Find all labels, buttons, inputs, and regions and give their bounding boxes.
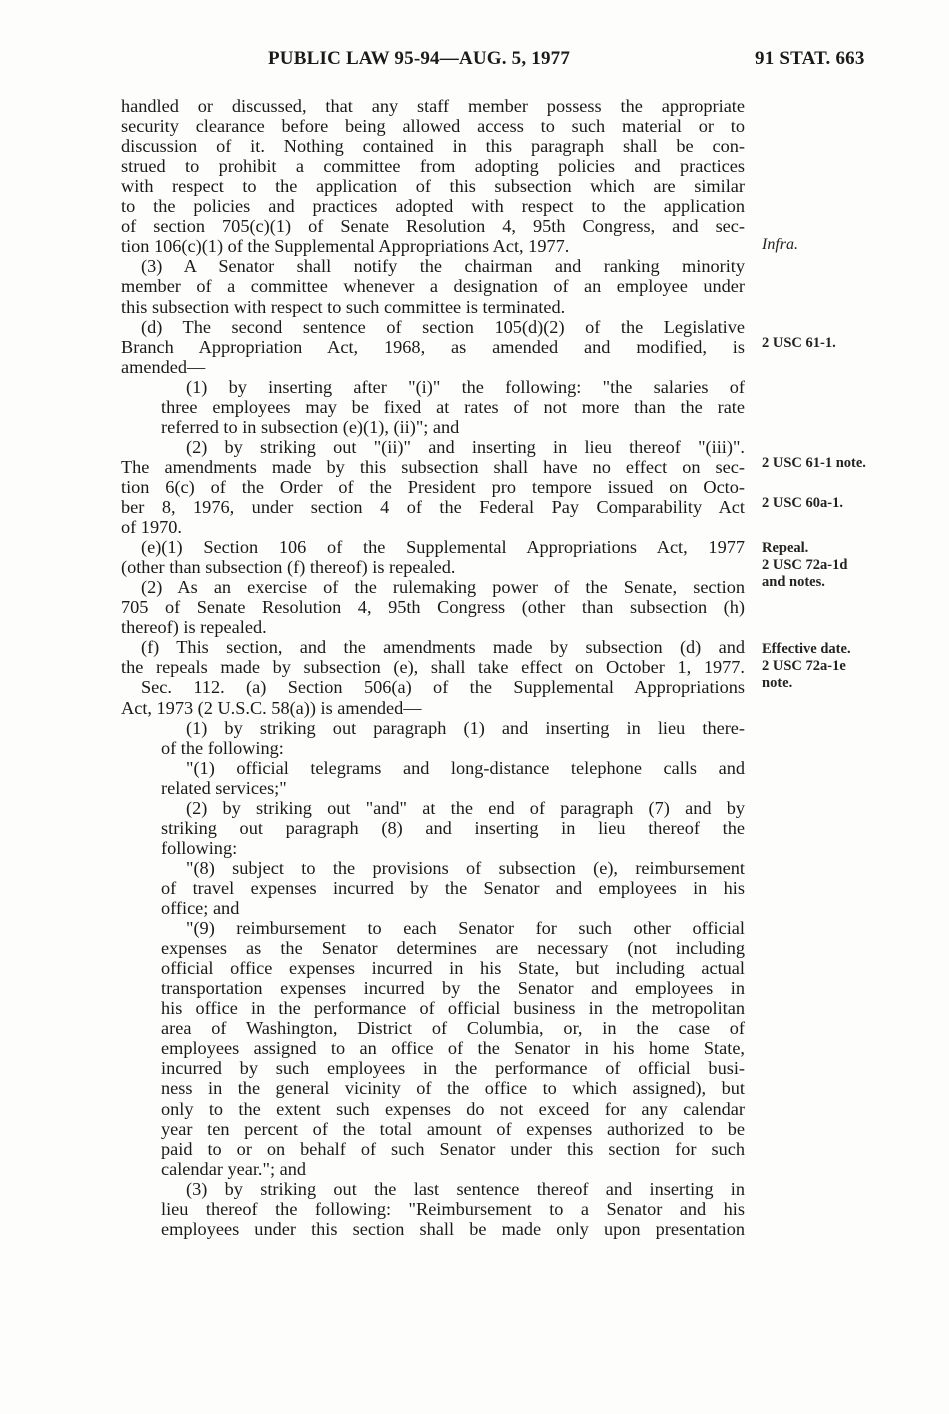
- body-line: tion 6(c) of the Order of the President pro tempore issued on Octo-: [121, 476, 745, 497]
- margin-note-repeal: [762, 540, 847, 591]
- body-line: (d) The second sentence of section 105(d)(2) of the Legislative: [141, 316, 745, 337]
- body-line: (1) by inserting after "(i)" the following: "the salaries of: [186, 376, 745, 397]
- body-line: referred to in subsection (e)(1), (ii)"; and: [161, 416, 460, 437]
- body-line: of section 705(c)(1) of Senate Resolution 4, 95th Congress, and sec-: [121, 216, 745, 237]
- body-line: official office expenses incurred in his State, but including actual: [161, 958, 745, 979]
- body-line: The amendments made by this subsection shall have no effect on sec-: [121, 456, 745, 477]
- body-line: paid to or on behalf of such Senator under this section for such: [161, 1138, 745, 1159]
- body-line: year ten percent of the total amount of expenses authorized to be: [161, 1118, 745, 1139]
- body-line: amended—: [121, 356, 206, 377]
- body-line: following:: [161, 837, 238, 858]
- body-line: transportation expenses incurred by the Senator and employees in: [161, 978, 745, 999]
- body-line: handled or discussed, that any staff member possess the appropriate: [121, 96, 745, 116]
- body-line: (other than subsection (f) thereof) is repealed.: [121, 557, 456, 578]
- body-line: strued to prohibit a committee from adopting policies and practices: [121, 156, 745, 177]
- body-line: three employees may be fixed at rates of not more than the rate: [161, 396, 745, 417]
- margin-note-effective-date: [762, 641, 851, 692]
- body-line: "(1) official telegrams and long-distance telephone calls and: [186, 757, 745, 778]
- body-line: employees under this section shall be made only upon presentation: [161, 1218, 745, 1239]
- body-line: (2) by striking out "and" at the end of paragraph (7) and by: [186, 797, 745, 818]
- body-line: 705 of Senate Resolution 4, 95th Congress (other than subsection (h): [121, 597, 745, 618]
- margin-note-usc-61-1-note: 2 USC 61-1 note.: [762, 455, 866, 471]
- body-line: expenses as the Senator determines are necessary (not including: [161, 938, 745, 959]
- body-line: of travel expenses incurred by the Senator and employees in his: [161, 877, 745, 898]
- body-line: member of a committee whenever a designation of an employee under: [121, 276, 745, 297]
- body-line: the repeals made by subsection (e), shall take effect on October 1, 1977.: [121, 657, 745, 678]
- body-line: striking out paragraph (8) and inserting in lieu thereof the: [161, 817, 745, 838]
- margin-note-line: 2 USC 72a-1d: [762, 557, 848, 573]
- body-line: only to the extent such expenses do not exceed for any calendar: [161, 1098, 745, 1119]
- body-line: of 1970.: [121, 517, 182, 538]
- margin-note-usc-60a-1: 2 USC 60a-1.: [762, 495, 843, 511]
- margin-note-line: note.: [762, 675, 793, 691]
- body-line: ness in the general vicinity of the office to which assigned), but: [161, 1078, 745, 1099]
- body-line: (e)(1) Section 106 of the Supplemental Appropriations Act, 1977: [141, 537, 745, 558]
- body-line: Act, 1973 (2 U.S.C. 58(a)) is amended—: [121, 697, 422, 718]
- margin-note-infra: Infra.: [762, 236, 798, 253]
- body-line: lieu thereof the following: "Reimbursement to a Senator and his: [161, 1198, 745, 1219]
- body-line: ber 8, 1976, under section 4 of the Federal Pay Comparability Act: [121, 497, 745, 517]
- margin-note-usc-61-1: 2 USC 61-1.: [762, 335, 836, 351]
- body-line: his office in the performance of official business in the metropolitan: [161, 998, 745, 1019]
- body-line: calendar year."; and: [161, 1158, 306, 1179]
- body-line: security clearance before being allowed access to such material or to: [121, 116, 745, 137]
- body-line: area of Washington, District of Columbia, or, in the case of: [161, 1018, 745, 1039]
- body-line: to the policies and practices adopted with respect to the application: [121, 196, 745, 217]
- body-line: (2) by striking out "(ii)" and inserting in lieu thereof "(iii)".: [186, 436, 745, 457]
- body-line: (f) This section, and the amendments made by subsection (d) and: [141, 637, 745, 658]
- margin-note-line: Effective date.: [762, 641, 851, 657]
- body-line: thereof) is repealed.: [121, 617, 267, 638]
- body-line: "(9) reimbursement to each Senator for such other official: [186, 918, 745, 939]
- body-line: (3) by striking out the last sentence thereof and inserting in: [186, 1178, 745, 1199]
- body-line: with respect to the application of this subsection which are similar: [121, 176, 745, 197]
- body-line: this subsection with respect to such committee is terminated.: [121, 296, 566, 317]
- body-line: (3) A Senator shall notify the chairman and ranking minority: [141, 256, 745, 277]
- body-line: office; and: [161, 898, 240, 918]
- body-line: tion 106(c)(1) of the Supplemental Appropriations Act, 1977.: [121, 236, 570, 257]
- page-number: 91 STAT. 663: [755, 48, 865, 69]
- body-line: Sec. 112. (a) Section 506(a) of the Supplemental Appropriations: [141, 677, 745, 698]
- body-line: of the following:: [161, 737, 284, 758]
- running-header-title: PUBLIC LAW 95-94—AUG. 5, 1977: [268, 48, 571, 69]
- body-line: "(8) subject to the provisions of subsection (e), reimbursement: [186, 857, 745, 878]
- body-line: related services;": [161, 777, 287, 798]
- body-line: incurred by such employees in the performance of official busi-: [161, 1058, 745, 1079]
- body-line: (2) As an exercise of the rulemaking power of the Senate, section: [141, 577, 745, 598]
- body-line: (1) by striking out paragraph (1) and inserting in lieu there-: [186, 717, 745, 738]
- margin-note-line: and notes.: [762, 574, 825, 590]
- body-line: Branch Appropriation Act, 1968, as amended and modified, is: [121, 336, 745, 357]
- body-line: employees assigned to an office of the Senator in his home State,: [161, 1038, 745, 1059]
- body-line: discussion of it. Nothing contained in this paragraph shall be con-: [121, 136, 745, 157]
- margin-note-line: Repeal.: [762, 540, 809, 556]
- margin-note-line: 2 USC 72a-1e: [762, 658, 846, 674]
